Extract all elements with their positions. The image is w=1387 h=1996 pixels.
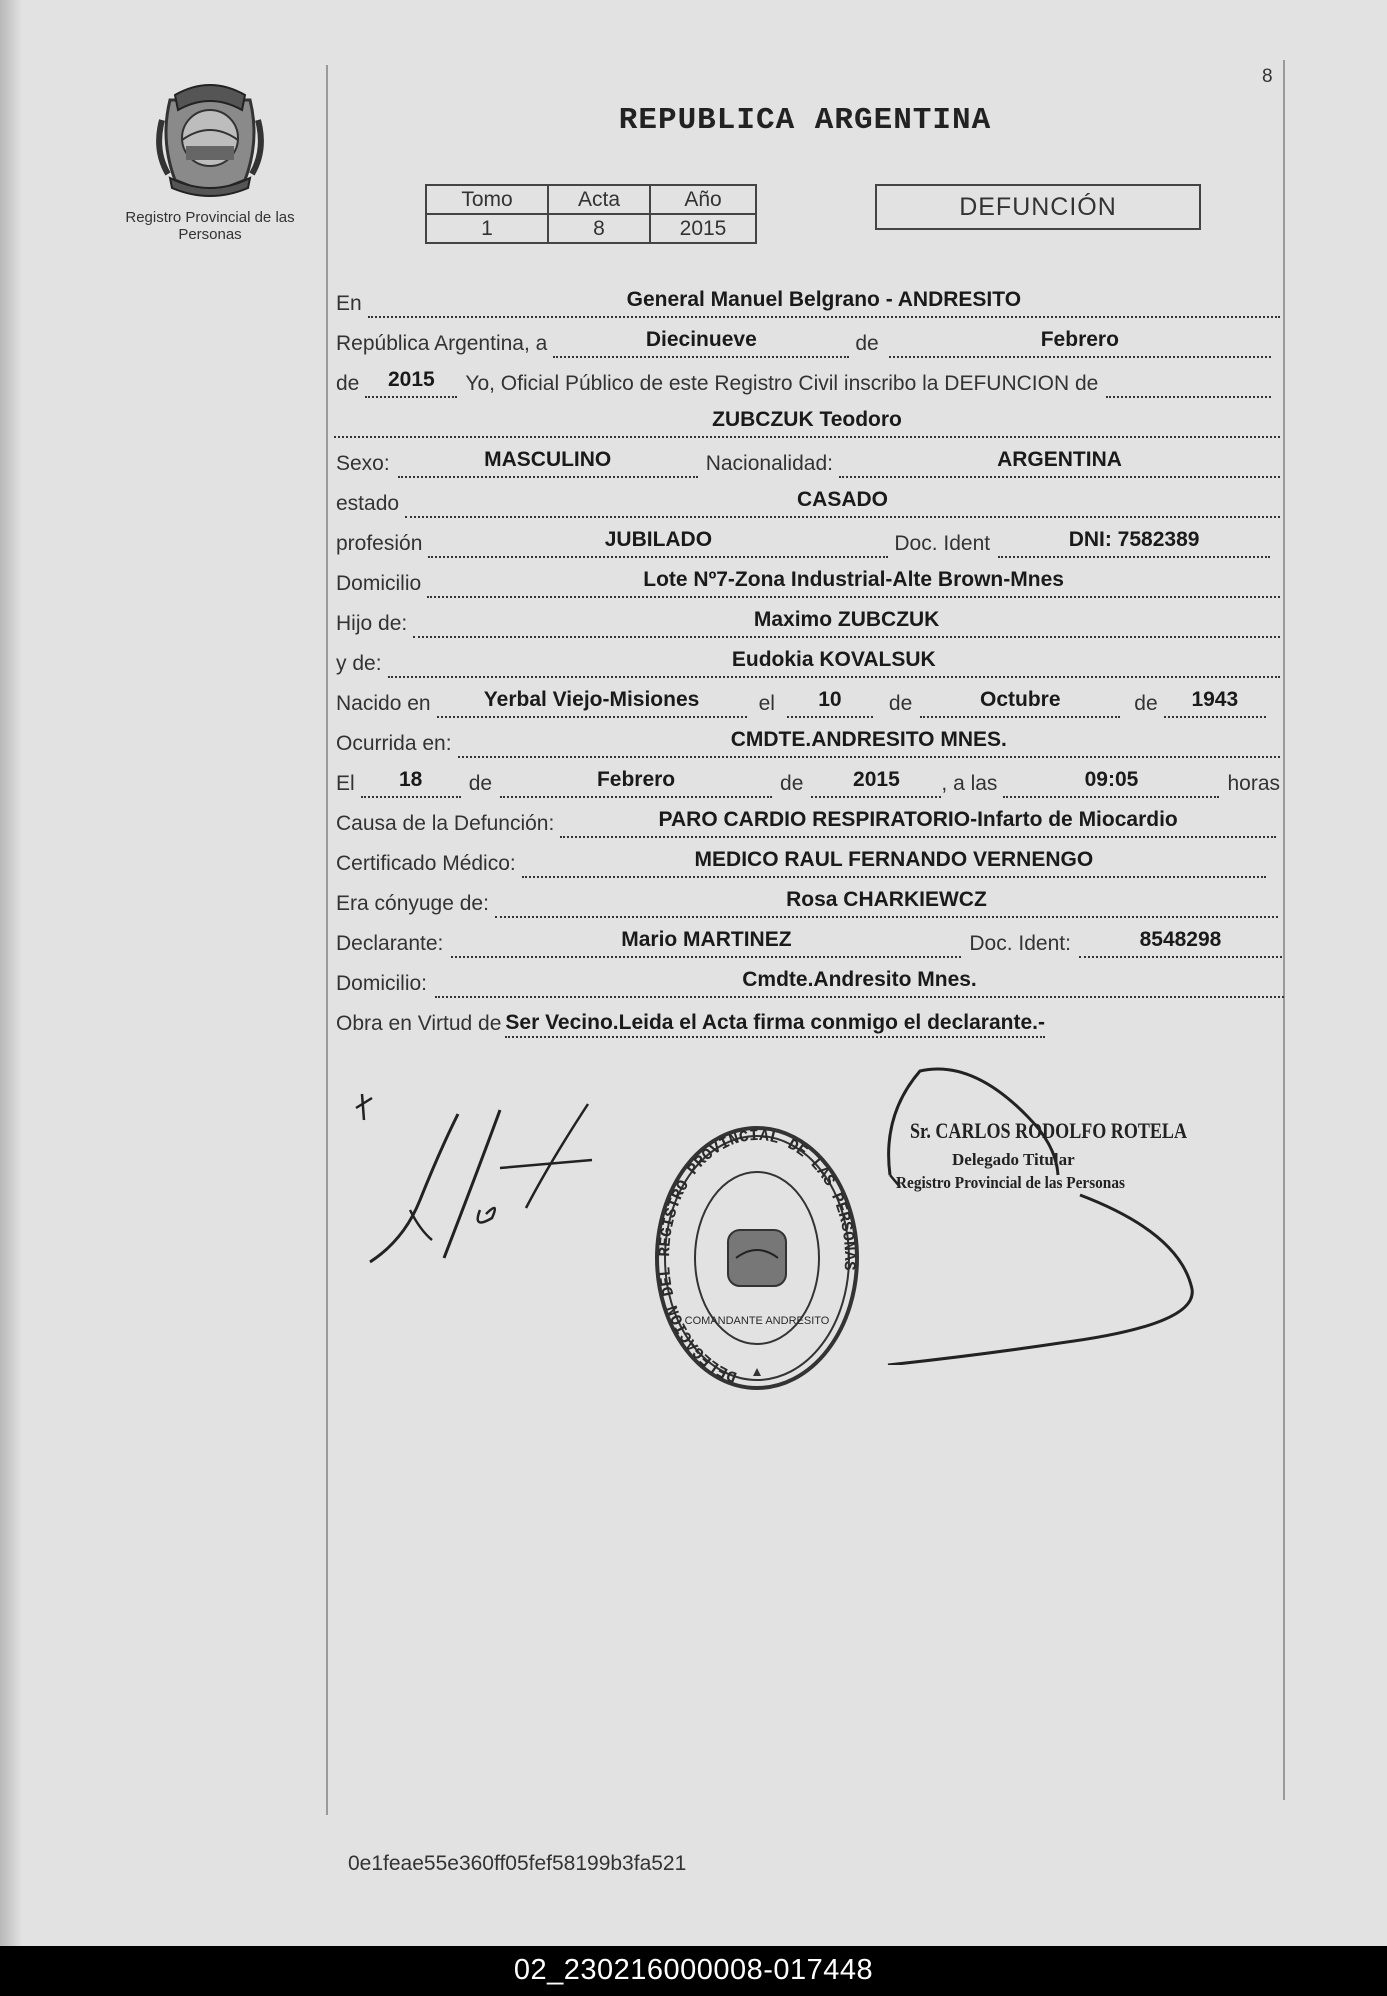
sex-field: MASCULINO <box>398 446 698 478</box>
label-obra: Obra en Virtud de <box>336 1012 502 1035</box>
father-field: Maximo ZUBCZUK <box>413 606 1280 638</box>
label-en: En <box>336 292 362 315</box>
province-logo <box>120 70 300 243</box>
row-obra <box>336 1004 1284 1038</box>
label-de-death-month: de <box>468 772 493 795</box>
label-profesion: profesión <box>336 532 423 555</box>
label-hijo-de: Hijo de: <box>336 612 408 635</box>
label-de-year: de <box>336 372 360 395</box>
anio-value: 2015 <box>650 214 756 243</box>
deceased-name-field: ZUBCZUK Teodoro <box>334 406 1280 438</box>
death-time-field: 09:05 <box>1003 766 1219 798</box>
label-sexo: Sexo: <box>336 452 390 475</box>
row-estado <box>336 484 1280 518</box>
year-field: 2015 <box>365 366 457 398</box>
address-field: Lote Nº7-Zona Industrial-Alte Brown-Mnes <box>427 566 1280 598</box>
label-doc-ident-declarant: Doc. Ident: <box>969 932 1071 955</box>
right-margin-line <box>1283 60 1285 1800</box>
doc-id-field: DNI: 7582389 <box>998 526 1270 558</box>
tomo-header: Tomo <box>426 185 548 214</box>
row-place <box>336 284 1280 318</box>
blank-field <box>1106 366 1271 398</box>
label-nacionalidad: Nacionalidad: <box>705 452 833 475</box>
seal-inner-text: COMANDANTE ANDRESITO <box>684 1315 830 1327</box>
label-yo-oficial: Yo, Oficial Público de este Registro Civil inscribo la DEFUNCION de <box>465 372 1099 395</box>
cause-field: PARO CARDIO RESPIRATORIO-Infarto de Miocardio <box>560 806 1276 838</box>
label-certificado: Certificado Médico: <box>336 852 516 875</box>
official-seal <box>652 1126 862 1396</box>
row-death-date <box>336 764 1280 798</box>
death-place-field: CMDTE.ANDRESITO MNES. <box>458 726 1280 758</box>
row-address <box>336 564 1280 598</box>
row-date <box>336 324 1271 358</box>
declarant-signature <box>350 1090 600 1270</box>
obra-text: Ser Vecino.Leida el Acta firma conmigo el declarante.- <box>505 1011 1045 1038</box>
official-office: Registro Provincial de las Personas <box>896 1173 1125 1192</box>
row-certificate <box>336 844 1266 878</box>
month-field: Febrero <box>889 326 1271 358</box>
page-title: REPUBLICA ARGENTINA <box>618 103 992 138</box>
label-de-birth-year: de <box>1134 692 1158 715</box>
label-horas: horas <box>1227 772 1280 795</box>
day-field: Diecinueve <box>553 326 849 358</box>
row-declarant <box>336 924 1282 958</box>
official-signature <box>880 1065 1210 1365</box>
label-ocurrida-en: Ocurrida en: <box>336 732 452 755</box>
row-profession <box>336 524 1270 558</box>
mother-field: Eudokia KOVALSUK <box>388 646 1280 678</box>
province-coat-of-arms-icon <box>150 70 270 200</box>
row-declarant-address <box>336 964 1284 998</box>
acta-value: 8 <box>548 214 650 243</box>
row-occurred <box>336 724 1280 758</box>
document-code-bar: 02_230216000008-017448 <box>513 1954 874 1986</box>
tomo-value: 1 <box>426 214 548 243</box>
page-number: 8 <box>1262 66 1273 87</box>
label-nacido-en: Nacido en <box>336 692 431 715</box>
birth-month-field: Octubre <box>920 686 1120 718</box>
label-causa: Causa de la Defunción: <box>336 812 555 835</box>
row-spouse <box>336 884 1278 918</box>
label-doc-ident: Doc. Ident <box>894 532 991 555</box>
label-conyuge: Era cónyuge de: <box>336 892 489 915</box>
acta-header: Acta <box>548 185 650 214</box>
official-name: Sr. CARLOS RODOLFO ROTELA <box>910 1118 1188 1143</box>
declarant-doc-field: 8548298 <box>1079 926 1282 958</box>
row-deceased <box>334 404 1280 438</box>
declarant-address-field: Cmdte.Andresito Mnes. <box>435 966 1284 998</box>
label-de: de <box>855 332 879 355</box>
label-republica: República Argentina, a <box>336 332 548 355</box>
label-a-las: , a las <box>941 772 998 795</box>
place-field: General Manuel Belgrano - ANDRESITO <box>368 286 1280 318</box>
label-y-de: y de: <box>336 652 382 675</box>
label-el-upper: El <box>336 772 355 795</box>
star-icon <box>749 1368 765 1376</box>
birth-day-field: 10 <box>787 686 873 718</box>
row-father <box>336 604 1280 638</box>
row-year <box>336 364 1271 398</box>
row-sex <box>336 444 1280 478</box>
label-de-birth-month: de <box>888 692 913 715</box>
profession-field: JUBILADO <box>428 526 888 558</box>
acta-reference-table <box>425 184 757 244</box>
row-mother <box>336 644 1280 678</box>
spouse-field: Rosa CHARKIEWCZ <box>495 886 1278 918</box>
declarant-field: Mario MARTINEZ <box>451 926 961 958</box>
label-de-death-year: de <box>780 772 804 795</box>
label-declarante: Declarante: <box>336 932 444 955</box>
death-day-field: 18 <box>361 766 461 798</box>
medical-certificate-field: MEDICO RAUL FERNANDO VERNENGO <box>522 846 1266 878</box>
left-margin-line <box>326 65 328 1815</box>
label-domicilio: Domicilio <box>336 572 422 595</box>
row-birth <box>336 684 1266 718</box>
label-el: el <box>758 692 775 715</box>
anio-header: Año <box>650 185 756 214</box>
official-role: Delegado Titular <box>952 1150 1075 1169</box>
document-type-box: DEFUNCIÓN <box>875 184 1201 230</box>
label-domicilio-declarant: Domicilio: <box>336 972 428 995</box>
marital-status-field: CASADO <box>405 486 1280 518</box>
seal-outer-text: DELEGACION DEL REGISTRO PROVINCIAL DE LAS PERSONAS <box>655 1126 859 1386</box>
death-month-field: Febrero <box>500 766 772 798</box>
registry-name: Registro Provincial de las Personas <box>125 209 295 243</box>
birth-place-field: Yerbal Viejo-Misiones <box>437 686 747 718</box>
nationality-field: ARGENTINA <box>839 446 1280 478</box>
birth-year-field: 1943 <box>1164 686 1266 718</box>
document-hash: 0e1feae55e360ff05fef58199b3fa521 <box>348 1852 687 1875</box>
death-year-field: 2015 <box>811 766 941 798</box>
label-estado: estado <box>336 492 400 515</box>
row-cause <box>336 804 1276 838</box>
